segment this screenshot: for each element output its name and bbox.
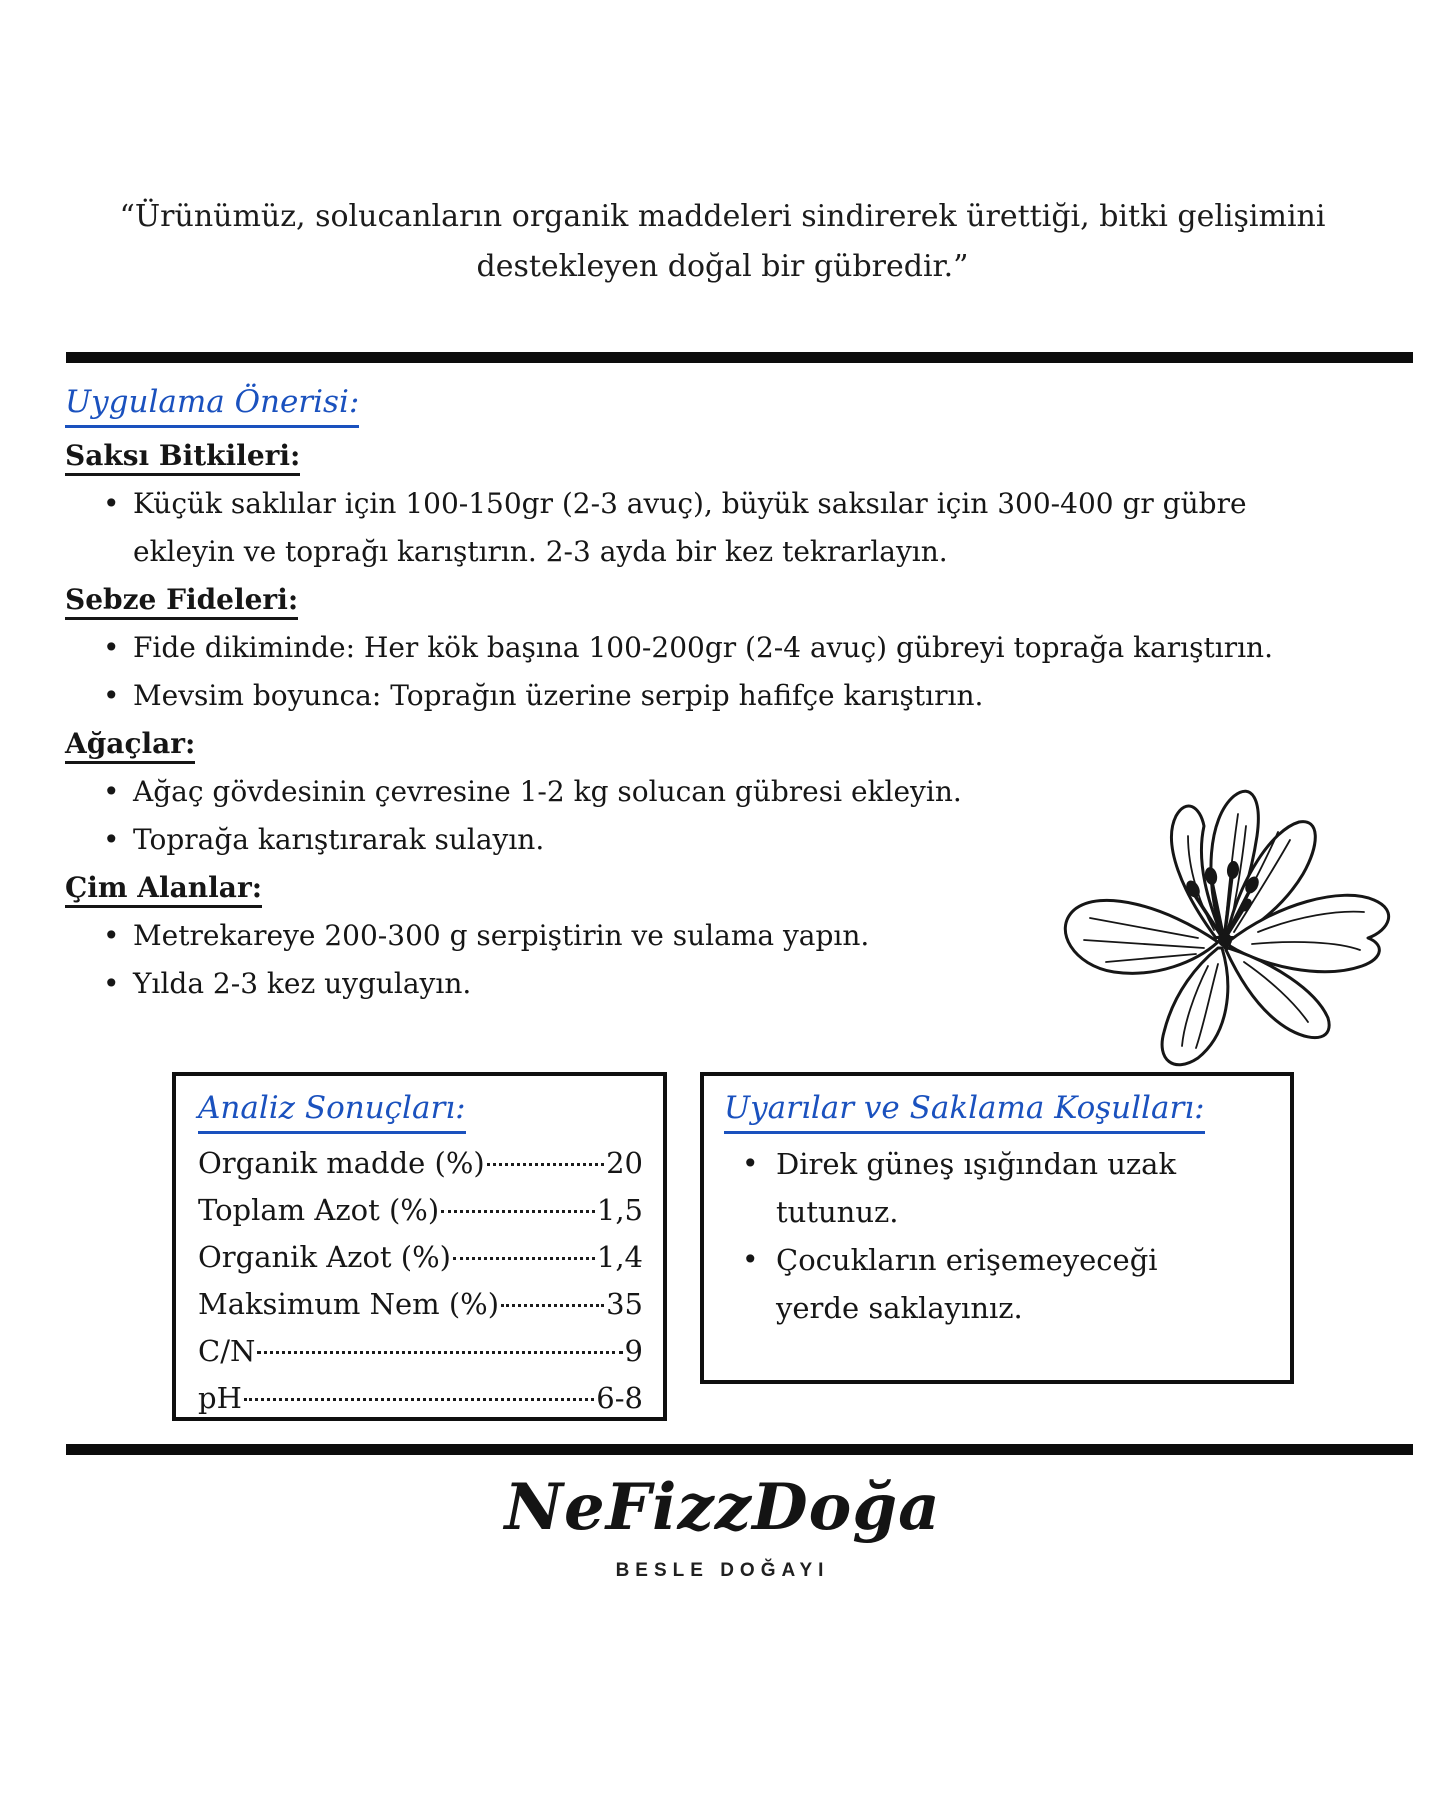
- list-item: • Yılda 2-3 kez uygulayın.: [65, 960, 1417, 1008]
- top-divider-rule: [66, 352, 1413, 363]
- brand-logo-text: NeFizzDoğa: [504, 1470, 941, 1545]
- list-item: • Mevsim boyunca: Toprağın üzerine serpip hafifçe karıştırın.: [65, 672, 1417, 720]
- dot-leader: [453, 1257, 595, 1260]
- dot-leader: [441, 1210, 595, 1213]
- analysis-row: Organik madde (%) 20: [198, 1146, 643, 1180]
- brand-logo: [0, 1462, 1445, 1582]
- analysis-row: Maksimum Nem (%) 35: [198, 1287, 643, 1321]
- list-item: • Direk güneş ışığından uzak tutunuz.: [724, 1140, 1270, 1236]
- warnings-title: Uyarılar ve Saklama Koşulları:: [724, 1086, 1205, 1134]
- list-item: • Metrekareye 200-300 g serpiştirin ve sulama yapın.: [65, 912, 1417, 960]
- list-item: • Küçük saklılar için 100-150gr (2-3 avuç), büyük saksılar için 300-400 gr gübre ekleyin ve toprağı karıştırın. 2-3 ayda bir kez tekrarlayın.: [65, 480, 1417, 576]
- quote-line-1: “Ürünümüz, solucanların organik maddeleri sindirerek ürettiği, bitki gelişimini: [119, 199, 1326, 234]
- list-item: • Fide dikiminde: Her kök başına 100-200gr (2-4 avuç) gübreyi toprağa karıştırın.: [65, 624, 1417, 672]
- list-item: • Çocukların erişemeyeceği yerde saklayınız.: [724, 1236, 1270, 1332]
- section-heading-saksi: Saksı Bitkileri:: [65, 432, 1417, 480]
- analysis-row: Organik Azot (%) 1,4: [198, 1240, 643, 1274]
- dot-leader: [257, 1351, 622, 1354]
- quote-line-2: destekleyen doğal bir gübredir.”: [476, 249, 969, 284]
- dot-leader: [244, 1398, 594, 1401]
- warnings-storage-box: [700, 1072, 1294, 1384]
- product-quote: [0, 192, 1445, 292]
- section-heading-sebze: Sebze Fideleri:: [65, 576, 1417, 624]
- section-heading-cim: Çim Alanlar:: [65, 864, 1417, 912]
- bottom-divider-rule: [66, 1444, 1413, 1455]
- analysis-title: Analiz Sonuçları:: [198, 1086, 466, 1134]
- dot-leader: [487, 1163, 604, 1166]
- analysis-row: Toplam Azot (%) 1,5: [198, 1193, 643, 1227]
- section-heading-agaclar: Ağaçlar:: [65, 720, 1417, 768]
- list-item: • Toprağa karıştırarak sulayın.: [65, 816, 1417, 864]
- application-title: Uygulama Önerisi:: [65, 380, 359, 428]
- dot-leader: [501, 1304, 604, 1307]
- brand-tagline: BESLE DOĞAYI: [615, 1560, 830, 1581]
- list-item: • Ağaç gövdesinin çevresine 1-2 kg solucan gübresi ekleyin.: [65, 768, 1417, 816]
- application-advice: [65, 380, 1417, 1008]
- analysis-results-box: [172, 1072, 667, 1421]
- analysis-row: C/N 9: [198, 1334, 643, 1368]
- analysis-row: pH 6-8: [198, 1381, 643, 1415]
